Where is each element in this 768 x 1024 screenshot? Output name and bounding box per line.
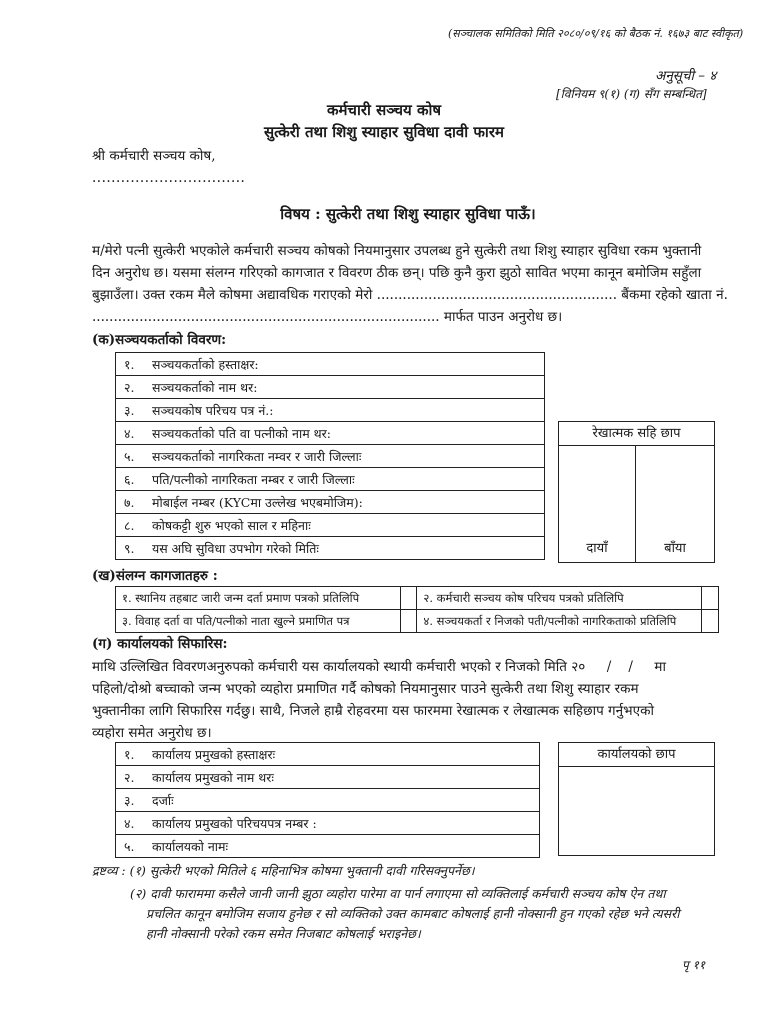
body-line: म/मेरो पत्नी सुत्केरी भएकोले कर्मचारी सञ्चय कोषको नियमानुसार उपलब्ध हुने सुत्केरी तथा शिशु स्याहार सुविधा रकम भुक्तानी xyxy=(92,243,702,259)
recommendation-line: माथि उल्लिखित विवरणअनुरुपको कर्मचारी यस कार्यालयको स्थायी कर्मचारी भएको र निजको मिति २० / / मा xyxy=(92,659,666,675)
detail-cell[interactable] xyxy=(116,468,545,491)
attachments-table xyxy=(115,586,719,633)
row-label: कार्यालय प्रमुखको नाम थरः xyxy=(152,769,274,785)
row-label: कार्यालय प्रमुखको हस्ताक्षरः xyxy=(152,746,276,762)
thumbprint-title: रेखात्मक सहि छाप xyxy=(559,422,714,446)
detail-cell[interactable] xyxy=(116,445,545,468)
office-detail-cell[interactable] xyxy=(116,812,540,835)
detail-cell[interactable] xyxy=(116,376,545,399)
detail-cell[interactable] xyxy=(116,537,545,560)
row-label: पति/पत्नीको नागरिकता नम्बर र जारी जिल्लाः xyxy=(152,471,355,487)
table-row xyxy=(116,812,540,835)
addressee: श्री कर्मचारी सञ्चय कोष, xyxy=(92,148,216,164)
office-detail-cell[interactable] xyxy=(116,743,540,766)
note-2 xyxy=(130,884,679,944)
row-label: सञ्चयकोष परिचय पत्र नं.: xyxy=(152,402,274,418)
row-number: १. xyxy=(124,746,135,762)
subject: विषय : सुत्केरी तथा शिशु स्याहार सुविधा पाऊँ। xyxy=(280,205,536,223)
office-details-table xyxy=(115,742,540,858)
row-number: ४. xyxy=(124,815,135,831)
row-number: ८. xyxy=(124,517,135,533)
body-line: दिन अनुरोध छ। यसमा संलग्न गरिएको कागजात र विवरण ठीक छन्। पछि कुनै कुरा झुठो सावित भएमा कानून बमोजिम सहुँला xyxy=(92,265,702,281)
table-row xyxy=(116,610,719,633)
row-number: १. xyxy=(124,356,135,372)
regulation-ref: [विनियम ९(१) (ग) सँग सम्बन्धित] xyxy=(556,87,707,101)
attachment-label: ३. विवाह दर्ता वा पति/पत्नीको नाता खुल्ने प्रमाणित पत्र xyxy=(116,610,401,633)
row-number: ३. xyxy=(124,402,135,418)
table-row xyxy=(116,766,540,789)
section-ka-title: (क)सञ्चयकर्ताको विवरण: xyxy=(92,332,227,348)
row-label: सञ्चयकर्ताको नाम थर: xyxy=(152,379,258,395)
detail-cell[interactable] xyxy=(116,514,545,537)
table-row xyxy=(116,376,545,399)
note-1-text: (१) सुत्केरी भएको मितिले ६ महिनाभित्र कोषमा भुक्तानी दावी गरिसक्नुपर्नेछ। xyxy=(129,863,475,878)
attachment-label: १. स्थानिय तहबाट जारी जन्म दर्ता प्रमाण पत्रको प्रतिलिपि xyxy=(116,587,401,610)
table-row xyxy=(116,514,545,537)
row-label: कार्यालय प्रमुखको परिचयपत्र नम्बर : xyxy=(152,815,317,831)
table-row xyxy=(116,422,545,445)
office-stamp-box[interactable] xyxy=(558,742,715,856)
note-2-line: हानी नोक्सानी परेको रकम समेत निजबाट कोषलाई भराइनेछ। xyxy=(146,926,421,941)
table-row xyxy=(116,468,545,491)
detail-cell[interactable] xyxy=(116,422,545,445)
recommendation-line: व्यहोरा समेत अनुरोध छ। xyxy=(92,725,212,741)
section-ga-title: (ग) कार्यालयको सिफारिस: xyxy=(92,636,228,652)
note-2-line: प्रचलित कानून बमोजिम सजाय हुनेछ र सो व्यक्तिको उक्त कामबाट कोषलाई हानी नोक्सानी हुन गएको रहेछ भने त्यसरी xyxy=(146,906,680,921)
org-title: कर्मचारी सञ्चय कोष xyxy=(326,101,442,119)
attachment-label: २. कर्मचारी सञ्चय कोष परिचय पत्रको प्रतिलिपि xyxy=(417,587,702,610)
table-row xyxy=(116,353,545,376)
table-row xyxy=(116,587,719,610)
schedule-label: अनुसूची – ४ xyxy=(655,68,717,84)
applicant-details-table xyxy=(115,352,545,560)
attachment-label: ४. सञ्चयकर्ता र निजको पती/पत्नीको नागरिकताको प्रतिलिपि xyxy=(417,610,702,633)
row-label: सञ्चयकर्ताको पति वा पत्नीको नाम थर: xyxy=(152,425,331,441)
page-number: पृ ११ xyxy=(682,958,706,972)
detail-cell[interactable] xyxy=(116,353,545,376)
table-row xyxy=(116,537,545,560)
table-row xyxy=(116,445,545,468)
recommendation-line: पहिलो/दोश्रो बच्चाको जन्म भएको व्यहोरा प्रमाणित गर्दै कोषको नियमानुसार पाउने सुत्केरी तथा शिशु स्याहार रकम xyxy=(92,681,639,697)
thumbprint-box xyxy=(558,421,715,563)
table-row xyxy=(116,789,540,812)
attachment-checkbox[interactable] xyxy=(702,610,719,633)
table-row xyxy=(116,491,545,514)
attachment-checkbox[interactable] xyxy=(400,610,417,633)
row-label: दर्जाः xyxy=(152,792,174,808)
note-1 xyxy=(92,862,475,879)
section-kha-title: (ख)संलग्न कागजातहरु : xyxy=(92,568,218,584)
attachment-checkbox[interactable] xyxy=(702,587,719,610)
request-paragraph xyxy=(92,240,732,328)
addressee-dots: ................................ xyxy=(92,170,246,186)
note-label: द्रष्टव्य : xyxy=(92,863,126,878)
table-row xyxy=(116,743,540,766)
row-number: ५. xyxy=(124,838,135,854)
note-2-line: (२) दावी फाराममा कसैले जानी जानी झुठा व्यहोरा पारेमा वा पार्न लगाएमा सो व्यक्तिलाई कर्मचारी सञ्चय कोष ऐन तथा xyxy=(130,886,666,901)
row-number: ४. xyxy=(124,425,135,441)
left-thumb-label: बाँया xyxy=(664,541,686,556)
row-number: ९. xyxy=(124,540,135,556)
right-thumb-label: दायाँ xyxy=(586,541,608,556)
detail-cell[interactable] xyxy=(116,491,545,514)
row-label: कार्यालयको नामः xyxy=(152,838,229,854)
table-row xyxy=(116,835,540,858)
form-title: सुत्केरी तथा शिशु स्याहार सुविधा दावी फारम xyxy=(264,123,504,141)
attachment-checkbox[interactable] xyxy=(400,587,417,610)
row-label: सञ्चयकर्ताको हस्ताक्षर: xyxy=(152,356,259,372)
office-stamp-title: कार्यालयको छाप xyxy=(559,743,714,767)
row-label: सञ्चयकर्ताको नागरिकता नम्वर र जारी जिल्लाः xyxy=(152,448,362,464)
body-line: बुझाउँला। उक्त रकम मैले कोषमा अद्यावधिक गराएको मेरो ........................................................ बैंकमा रहेको खाता नं. xyxy=(92,287,728,303)
row-number: ७. xyxy=(124,494,135,510)
row-number: २. xyxy=(124,769,135,785)
row-label: मोबाईल नम्बर (KYCमा उल्लेख भएबमोजिम): xyxy=(152,494,363,510)
detail-cell[interactable] xyxy=(116,399,545,422)
row-number: ६. xyxy=(124,471,135,487)
office-detail-cell[interactable] xyxy=(116,766,540,789)
row-number: ५. xyxy=(124,448,135,464)
recommendation-paragraph xyxy=(92,656,732,744)
row-label: यस अघि सुविधा उपभोग गरेको मितिः xyxy=(152,540,319,556)
approval-note: (सञ्चालक समितिको मिति २०८०/०९/१६ को बैठक नं. १६७३ बाट स्वीकृत) xyxy=(448,27,744,40)
recommendation-line: भुक्तानीका लागि सिफारिस गर्दछु। साथै, निजले हाम्रै रोहवरमा यस फारममा रेखात्मक र लेखात्मक सहिछाप गर्नुभएको xyxy=(92,703,654,719)
body-line: ................................................................................. मार्फत पाउन अनुरोध छ। xyxy=(92,309,563,325)
row-number: २. xyxy=(124,379,135,395)
row-number: ३. xyxy=(124,792,135,808)
office-detail-cell[interactable] xyxy=(116,789,540,812)
table-row xyxy=(116,399,545,422)
row-label: कोषकट्टी शुरु भएको साल र महिनाः xyxy=(152,517,311,533)
office-detail-cell[interactable] xyxy=(116,835,540,858)
